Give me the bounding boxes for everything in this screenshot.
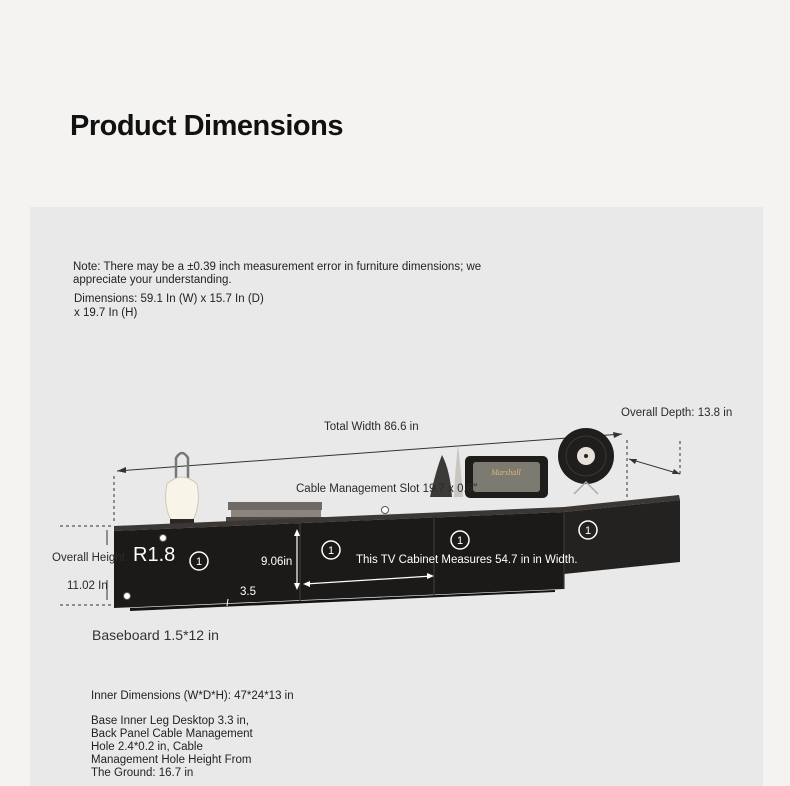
drawer-number-2: 1 — [327, 545, 335, 557]
baseboard-dot — [124, 593, 131, 600]
page-title: Product Dimensions — [70, 110, 343, 142]
measurement-note: Note: There may be a ±0.39 inch measurement error in furniture dimensions; we appreciate your understanding. — [73, 261, 482, 286]
overall-depth-label: Overall Depth: 13.8 in — [621, 407, 733, 419]
overall-depth-arrow — [629, 441, 680, 476]
base-gap-label: 3.5 — [240, 586, 256, 598]
side-height-label: 11.02 In — [67, 580, 108, 592]
overall-height-label: Overall Height — [52, 552, 125, 564]
radius-dot — [160, 535, 167, 542]
drawer-number-3: 1 — [456, 535, 464, 547]
tv-cabinet — [114, 495, 680, 611]
cable-slot-dot — [382, 507, 389, 514]
total-width-label: Total Width 86.6 in — [324, 421, 419, 433]
spec-line-5: The Ground: 16.7 in — [91, 767, 194, 779]
vinyl-record-decor — [558, 428, 614, 494]
radius-label: R1.8 — [133, 544, 176, 566]
dimensions-line-2: x 19.7 In (H) — [74, 307, 138, 319]
drawer-number-4: 1 — [584, 525, 592, 537]
spec-line-2: Back Panel Cable Management — [91, 728, 253, 740]
drawer-height-label: 9.06in — [261, 556, 293, 568]
dimensions-line-1: Dimensions: 59.1 In (W) x 15.7 In (D) — [74, 293, 264, 305]
cabinet-width-label: This TV Cabinet Measures 54.7 in in Width. — [356, 554, 578, 566]
inner-dimensions: Inner Dimensions (W*D*H): 47*24*13 in — [91, 690, 294, 702]
cable-slot-label: Cable Management Slot 19.7 x 0.6" — [296, 483, 478, 495]
spec-line-1: Base Inner Leg Desktop 3.3 in, — [91, 715, 249, 727]
drawer-number-1: 1 — [195, 556, 203, 568]
lamp-decor — [166, 453, 199, 525]
svg-text:Marshall: Marshall — [491, 468, 521, 477]
speaker-decor — [465, 456, 548, 498]
baseboard-label: Baseboard 1.5*12 in — [92, 627, 219, 643]
spec-line-4: Management Hole Height From — [91, 754, 252, 766]
spec-line-3: Hole 2.4*0.2 in, Cable — [91, 741, 203, 753]
